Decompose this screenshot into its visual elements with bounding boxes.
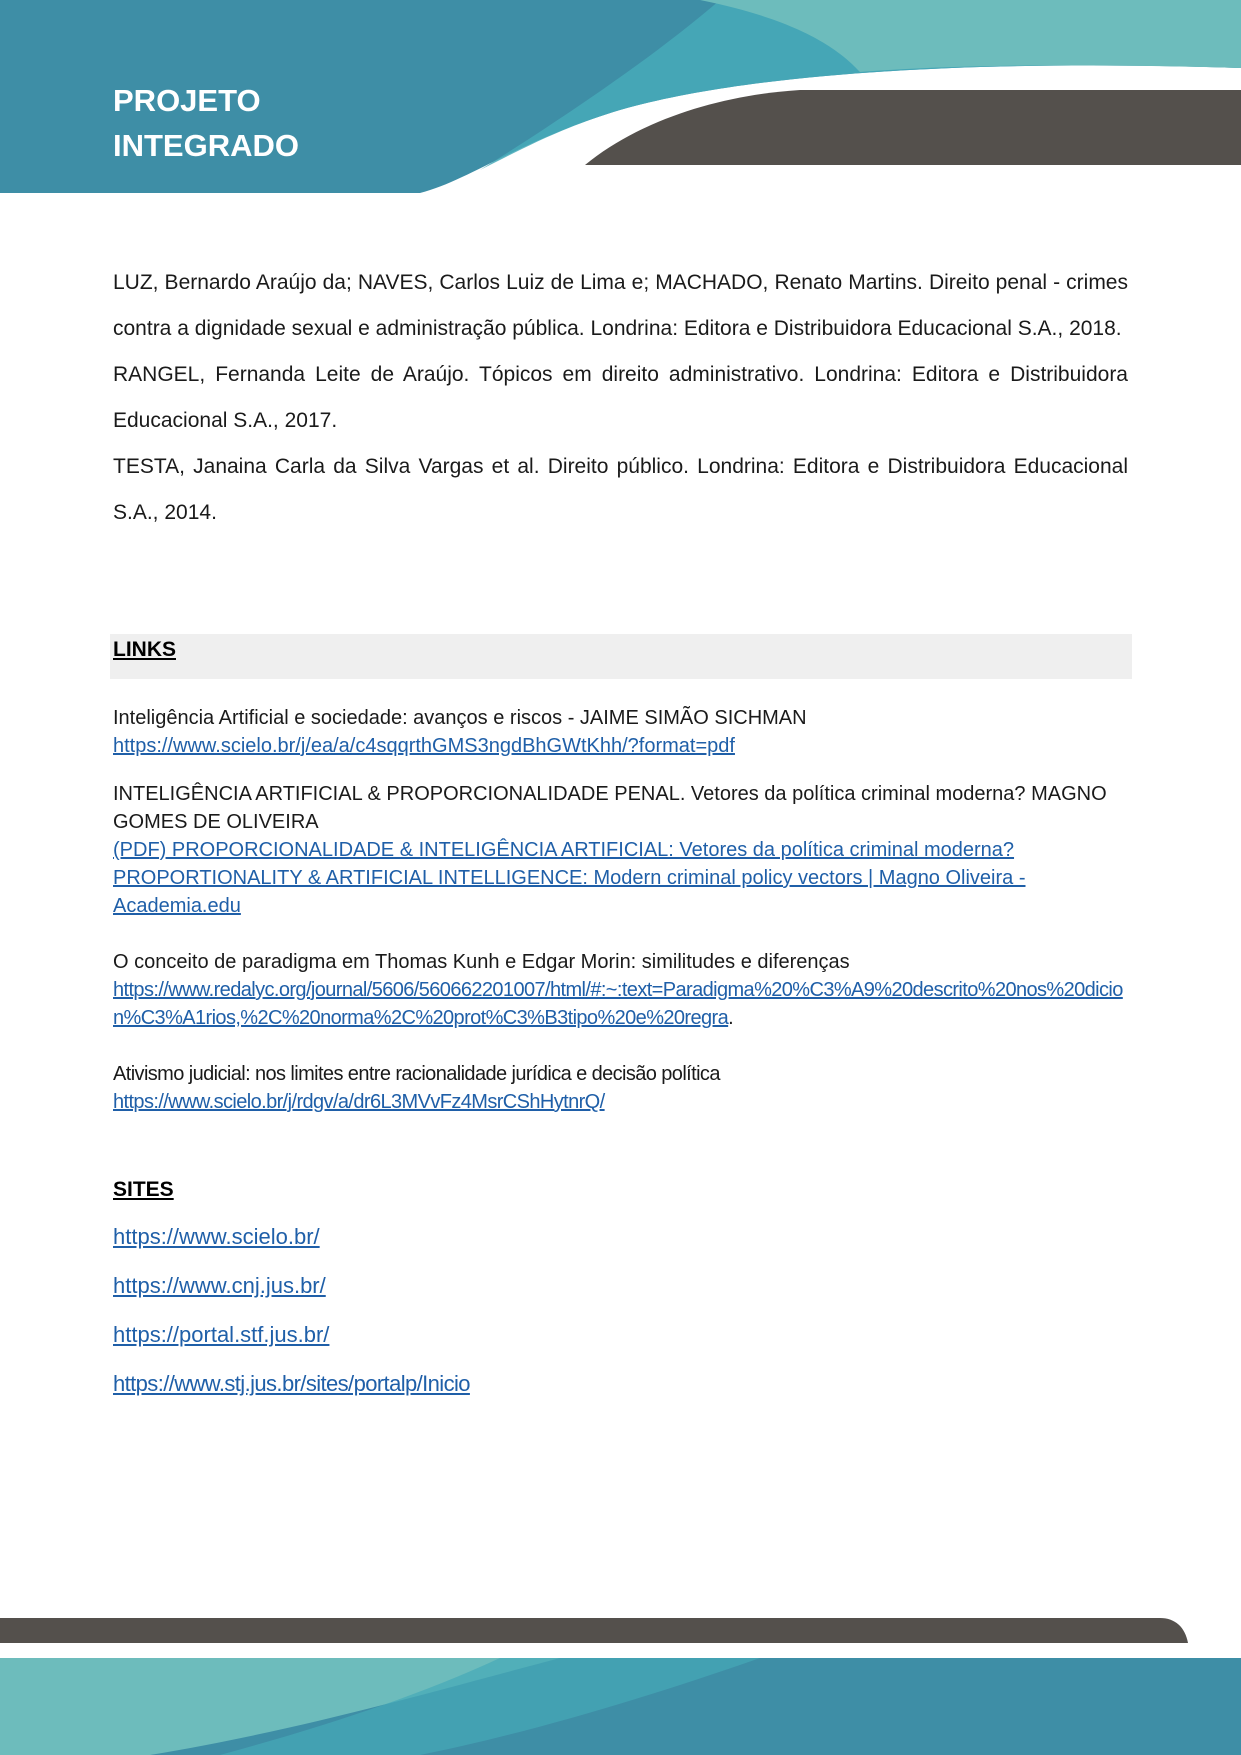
page-header bbox=[0, 0, 1241, 195]
title-line-1: PROJETO bbox=[113, 83, 261, 118]
reference-testa: TESTA, Janaina Carla da Silva Vargas et al. Direito público. Londrina: Editora e Distribuidora Educacional S.A., 2014. bbox=[113, 455, 1128, 524]
footer-wave-graphic bbox=[0, 1615, 1241, 1755]
link-item bbox=[113, 780, 1128, 920]
links-heading-bar bbox=[110, 634, 1132, 679]
reference-rangel: RANGEL, Fernanda Leite de Araújo. Tópicos em direito administrativo. Londrina: Editora e Distribuidora Educacional S.A., 2017. bbox=[113, 363, 1128, 432]
link-url[interactable]: https://www.redalyc.org/journal/5606/560662201007/html/#:~:text=Paradigma%20%C3%A9%20descrito%20nos%20dicion%C3%A1rios,%2C%20norma%2C%20prot%C3%B3tipo%20e%20regra bbox=[113, 979, 1123, 1029]
site-link-stj[interactable]: https://www.stj.jus.br/sites/portalp/Inicio bbox=[113, 1371, 470, 1396]
sites-list bbox=[113, 1222, 470, 1418]
link-description: Ativismo judicial: nos limites entre racionalidade jurídica e decisão política bbox=[113, 1063, 720, 1085]
page-title bbox=[113, 78, 299, 168]
link-url[interactable]: https://www.scielo.br/j/ea/a/c4sqqrthGMS3ngdBhGWtKhh/?format=pdf bbox=[113, 735, 735, 757]
link-item bbox=[113, 704, 1128, 760]
link-item bbox=[113, 948, 1128, 1032]
link-description: O conceito de paradigma em Thomas Kunh e Edgar Morin: similitudes e diferenças bbox=[113, 951, 850, 973]
link-trailing-period: . bbox=[728, 1007, 734, 1029]
title-line-2: INTEGRADO bbox=[113, 128, 299, 163]
references-section bbox=[113, 260, 1128, 536]
link-url[interactable]: https://www.scielo.br/j/rdgv/a/dr6L3MVvFz4MsrCShHytnrQ/ bbox=[113, 1091, 605, 1113]
site-link-stf[interactable]: https://portal.stf.jus.br/ bbox=[113, 1322, 330, 1347]
site-link-scielo[interactable]: https://www.scielo.br/ bbox=[113, 1224, 320, 1249]
link-item bbox=[113, 1060, 1128, 1116]
links-heading: LINKS bbox=[113, 638, 176, 661]
link-url-wrapper bbox=[113, 976, 1128, 1032]
reference-luz: LUZ, Bernardo Araújo da; NAVES, Carlos Luiz de Lima e; MACHADO, Renato Martins. Direito penal - crimes contra a dignidade sexual e administração pública. Londrina: Editora e Distribuidora Educacional S.A., 2018. bbox=[113, 271, 1128, 340]
site-link-cnj[interactable]: https://www.cnj.jus.br/ bbox=[113, 1273, 326, 1298]
link-url[interactable]: (PDF) PROPORCIONALIDADE & INTELIGÊNCIA ARTIFICIAL: Vetores da política criminal moderna? PROPORTIONALITY & ARTIFICIAL INTELLIGENCE: Modern criminal policy vectors | Magno Oliveira - Academia.edu bbox=[113, 839, 1026, 917]
link-description: INTELIGÊNCIA ARTIFICIAL & PROPORCIONALIDADE PENAL. Vetores da política criminal moderna? MAGNO GOMES DE OLIVEIRA bbox=[113, 783, 1107, 833]
link-description: Inteligência Artificial e sociedade: avanços e riscos - JAIME SIMÃO SICHMAN bbox=[113, 707, 807, 729]
page-footer bbox=[0, 1615, 1241, 1755]
sites-heading: SITES bbox=[113, 1178, 174, 1201]
